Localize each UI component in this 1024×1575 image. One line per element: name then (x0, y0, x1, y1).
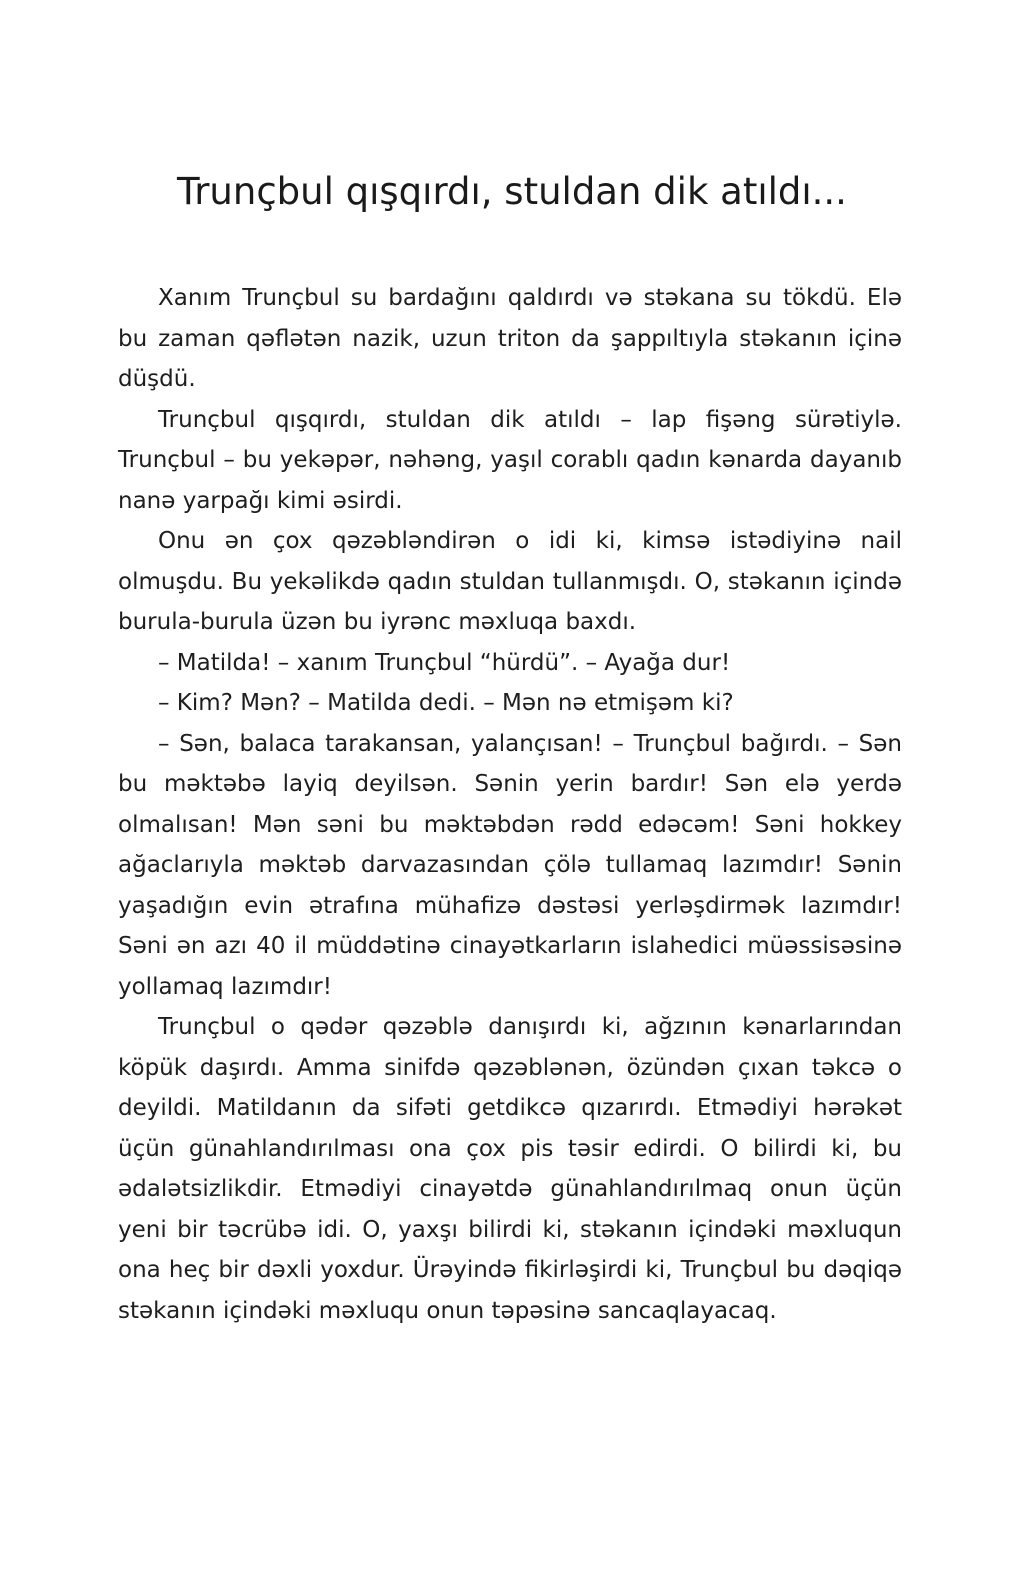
chapter-title: Trunçbul qışqırdı, stuldan dik atıldı... (177, 170, 847, 213)
paragraph: Onu ən çox qəzəbləndirən o idi ki, kimsə istədiyinə nail olmuşdu. Bu yekəlikdə qadın stuldan tullanmışdı. O, stəkanın içində burula-burula üzən bu iyrənc məxluqa baxdı. (118, 528, 902, 635)
dialogue-line: – Kim? Mən? – Matilda dedi. – Mən nə etmişəm ki? (158, 690, 734, 716)
paragraph: Trunçbul qışqırdı, stuldan dik atıldı – lap fişəng sürətiylə. Trunçbul – bu yekəpər, nəhəng, yaşıl corablı qadın kənarda dayanıb nanə yarpağı kimi əsirdi. (118, 406, 902, 514)
chapter-body (118, 278, 902, 1331)
paragraph: Trunçbul o qədər qəzəblə danışırdı ki, ağzının kənarlarından köpük daşırdı. Amma sinifdə qəzəblənən, özündən çıxan təkcə o deyildi. Matildanın da sifəti getdikcə qızarırdı. Etmədiyi hərəkət üçün günahlandırılması ona çox pis təsir edirdi. O bilirdi ki, bu ədalətsizlikdir. Etmədiyi cinayətdə günahlandırılmaq onun üçün yeni bir təcrübə idi. O, yaxşı bilirdi ki, stəkanın içindəki məxluqun ona heç bir dəxli yoxdur. Ürəyində fikirləşirdi ki, Trunçbul bu dəqiqə stəkanın içindəki məxluqu onun təpəsinə sancaqlayacaq. (118, 1014, 902, 1324)
paragraph: Xanım Trunçbul su bardağını qaldırdı və stəkana su tökdü. Elə bu zaman qəflətən nazik, uzun triton da şappıltıyla stəkanın içinə düşdü. (118, 285, 902, 392)
dialogue-line: – Sən, balaca tarakansan, yalançısan! – Trunçbul bağırdı. – Sən bu məktəbə layiq deyilsən. Sənin yerin bardır! Sən elə yerdə olmalısan! Mən səni bu məktəbdən rədd edəcəm! Səni hokkey ağaclarıyla məktəb darvazasından çölə tullamaq lazımdır! Sənin yaşadığın evin ətrafına mühafizə dəstəsi yerləşdirmək lazımdır! Səni ən azı 40 il müddətinə cinayətkarların islahedici müəssisəsinə yollamaq lazımdır! (118, 730, 902, 1000)
dialogue-line: – Matilda! – xanım Trunçbul “hürdü”. – Ayağa dur! (158, 649, 731, 676)
